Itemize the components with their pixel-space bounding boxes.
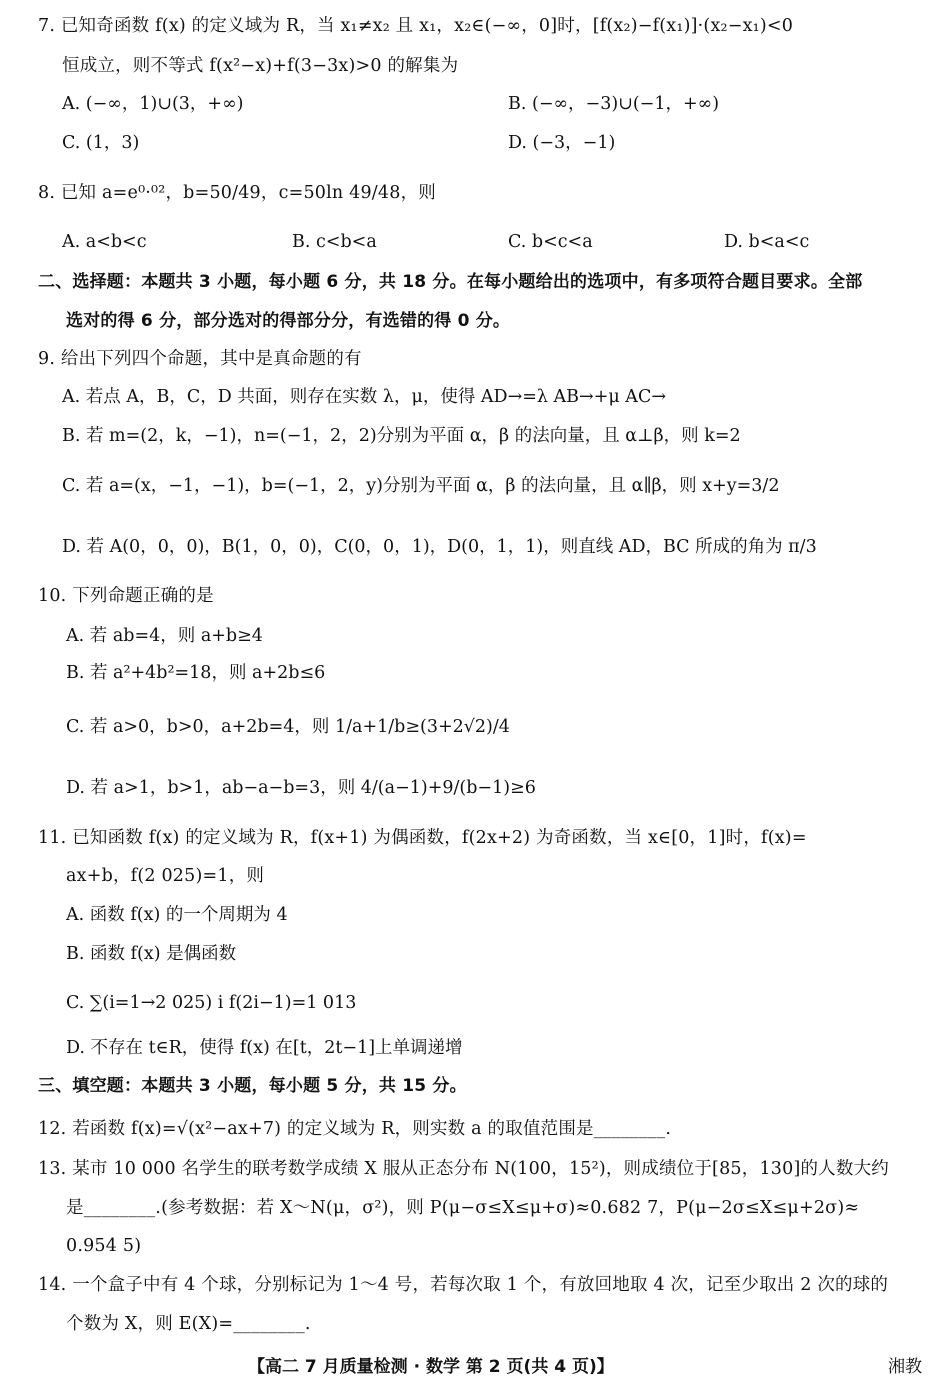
- q10-option-a: A. 若 ab=4，则 a+b≥4: [66, 626, 263, 646]
- q10-option-d: D. 若 a>1，b>1，ab−a−b=3，则 4/(a−1)+9/(b−1)≥6: [66, 778, 536, 798]
- q9-option-b: B. 若 m=(2，k，−1)，n=(−1，2，2)分别为平面 α，β 的法向量，且 α⊥β，则 k=2: [62, 426, 741, 446]
- q13-line1: 13. 某市 10 000 名学生的联考数学成绩 X 服从正态分布 N(100，15²)，则成绩位于[85，130]的人数大约: [38, 1159, 889, 1179]
- q8-option-c: C. b<c<a: [508, 232, 593, 252]
- q14-line2: 个数为 X，则 E(X)=________.: [66, 1314, 311, 1334]
- q12-text: 12. 若函数 f(x)=√(x²−ax+7) 的定义域为 R，则实数 a 的取值范围是________.: [38, 1119, 672, 1139]
- q8-option-d: D. b<a<c: [724, 232, 810, 252]
- section2-heading-line2: 选对的得 6 分，部分选对的得部分分，有选错的得 0 分。: [66, 311, 511, 331]
- page-footer: 【高二 7 月质量检测 · 数学 第 2 页(共 4 页)】: [248, 1357, 614, 1377]
- q11-stem-line1: 11. 已知函数 f(x) 的定义域为 R，f(x+1) 为偶函数，f(2x+2) 为奇函数，当 x∈[0，1]时，f(x)=: [38, 828, 807, 848]
- q8-option-b: B. c<b<a: [292, 232, 377, 252]
- q7-option-b: B. (−∞，−3)∪(−1，+∞): [508, 94, 720, 114]
- q10-option-c: C. 若 a>0，b>0，a+2b=4，则 1/a+1/b≥(3+2√2)/4: [66, 717, 510, 737]
- q9-option-d: D. 若 A(0，0，0)，B(1，0，0)，C(0，0，1)，D(0，1，1)，则直线 AD，BC 所成的角为 π/3: [62, 537, 817, 557]
- q7-option-a: A. (−∞，1)∪(3，+∞): [62, 94, 244, 114]
- q8-option-a: A. a<b<c: [62, 232, 147, 252]
- q9-option-c: C. 若 a=(x，−1，−1)，b=(−1，2，y)分别为平面 α，β 的法向量，且 α∥β，则 x+y=3/2: [62, 476, 780, 496]
- q10-option-b: B. 若 a²+4b²=18，则 a+2b≤6: [66, 663, 326, 683]
- q7-stem-line1: 7. 已知奇函数 f(x) 的定义域为 R，当 x₁≠x₂ 且 x₁，x₂∈(−∞，0]时，[f(x₂)−f(x₁)]·(x₂−x₁)<0: [38, 16, 794, 36]
- q11-option-b: B. 函数 f(x) 是偶函数: [66, 944, 237, 964]
- q11-option-d: D. 不存在 t∈R，使得 f(x) 在[t，2t−1]上单调递增: [66, 1038, 463, 1058]
- q10-stem: 10. 下列命题正确的是: [38, 586, 214, 606]
- section2-heading-line1: 二、选择题：本题共 3 小题，每小题 6 分，共 18 分。在每小题给出的选项中，有多项符合题目要求。全部: [38, 272, 863, 292]
- q11-option-c: C. ∑(i=1→2 025) i f(2i−1)=1 013: [66, 993, 357, 1013]
- q11-stem-line2: ax+b，f(2 025)=1，则: [66, 866, 265, 886]
- section3-heading: 三、填空题：本题共 3 小题，每小题 5 分，共 15 分。: [38, 1076, 467, 1096]
- q11-option-a: A. 函数 f(x) 的一个周期为 4: [66, 905, 288, 925]
- q13-line3: 0.954 5): [66, 1236, 142, 1256]
- q14-line1: 14. 一个盒子中有 4 个球，分别标记为 1～4 号，若每次取 1 个，有放回地取 4 次，记至少取出 2 次的球的: [38, 1275, 889, 1295]
- q9-stem: 9. 给出下列四个命题，其中是真命题的有: [38, 349, 362, 369]
- q7-option-d: D. (−3，−1): [508, 133, 616, 153]
- q7-option-c: C. (1，3): [62, 133, 140, 153]
- publisher-mark: 湘教: [888, 1357, 922, 1377]
- q13-line2: 是________.(参考数据：若 X～N(μ，σ²)，则 P(μ−σ≤X≤μ+σ)≈0.682 7，P(μ−2σ≤X≤μ+2σ)≈: [66, 1198, 860, 1218]
- q7-stem-line2: 恒成立，则不等式 f(x²−x)+f(3−3x)>0 的解集为: [62, 56, 459, 76]
- q8-stem: 8. 已知 a=e⁰·⁰²，b=50/49，c=50ln 49/48，则: [38, 183, 436, 203]
- q9-option-a: A. 若点 A，B，C，D 共面，则存在实数 λ，μ，使得 AD→=λ AB→+μ AC→: [62, 387, 666, 407]
